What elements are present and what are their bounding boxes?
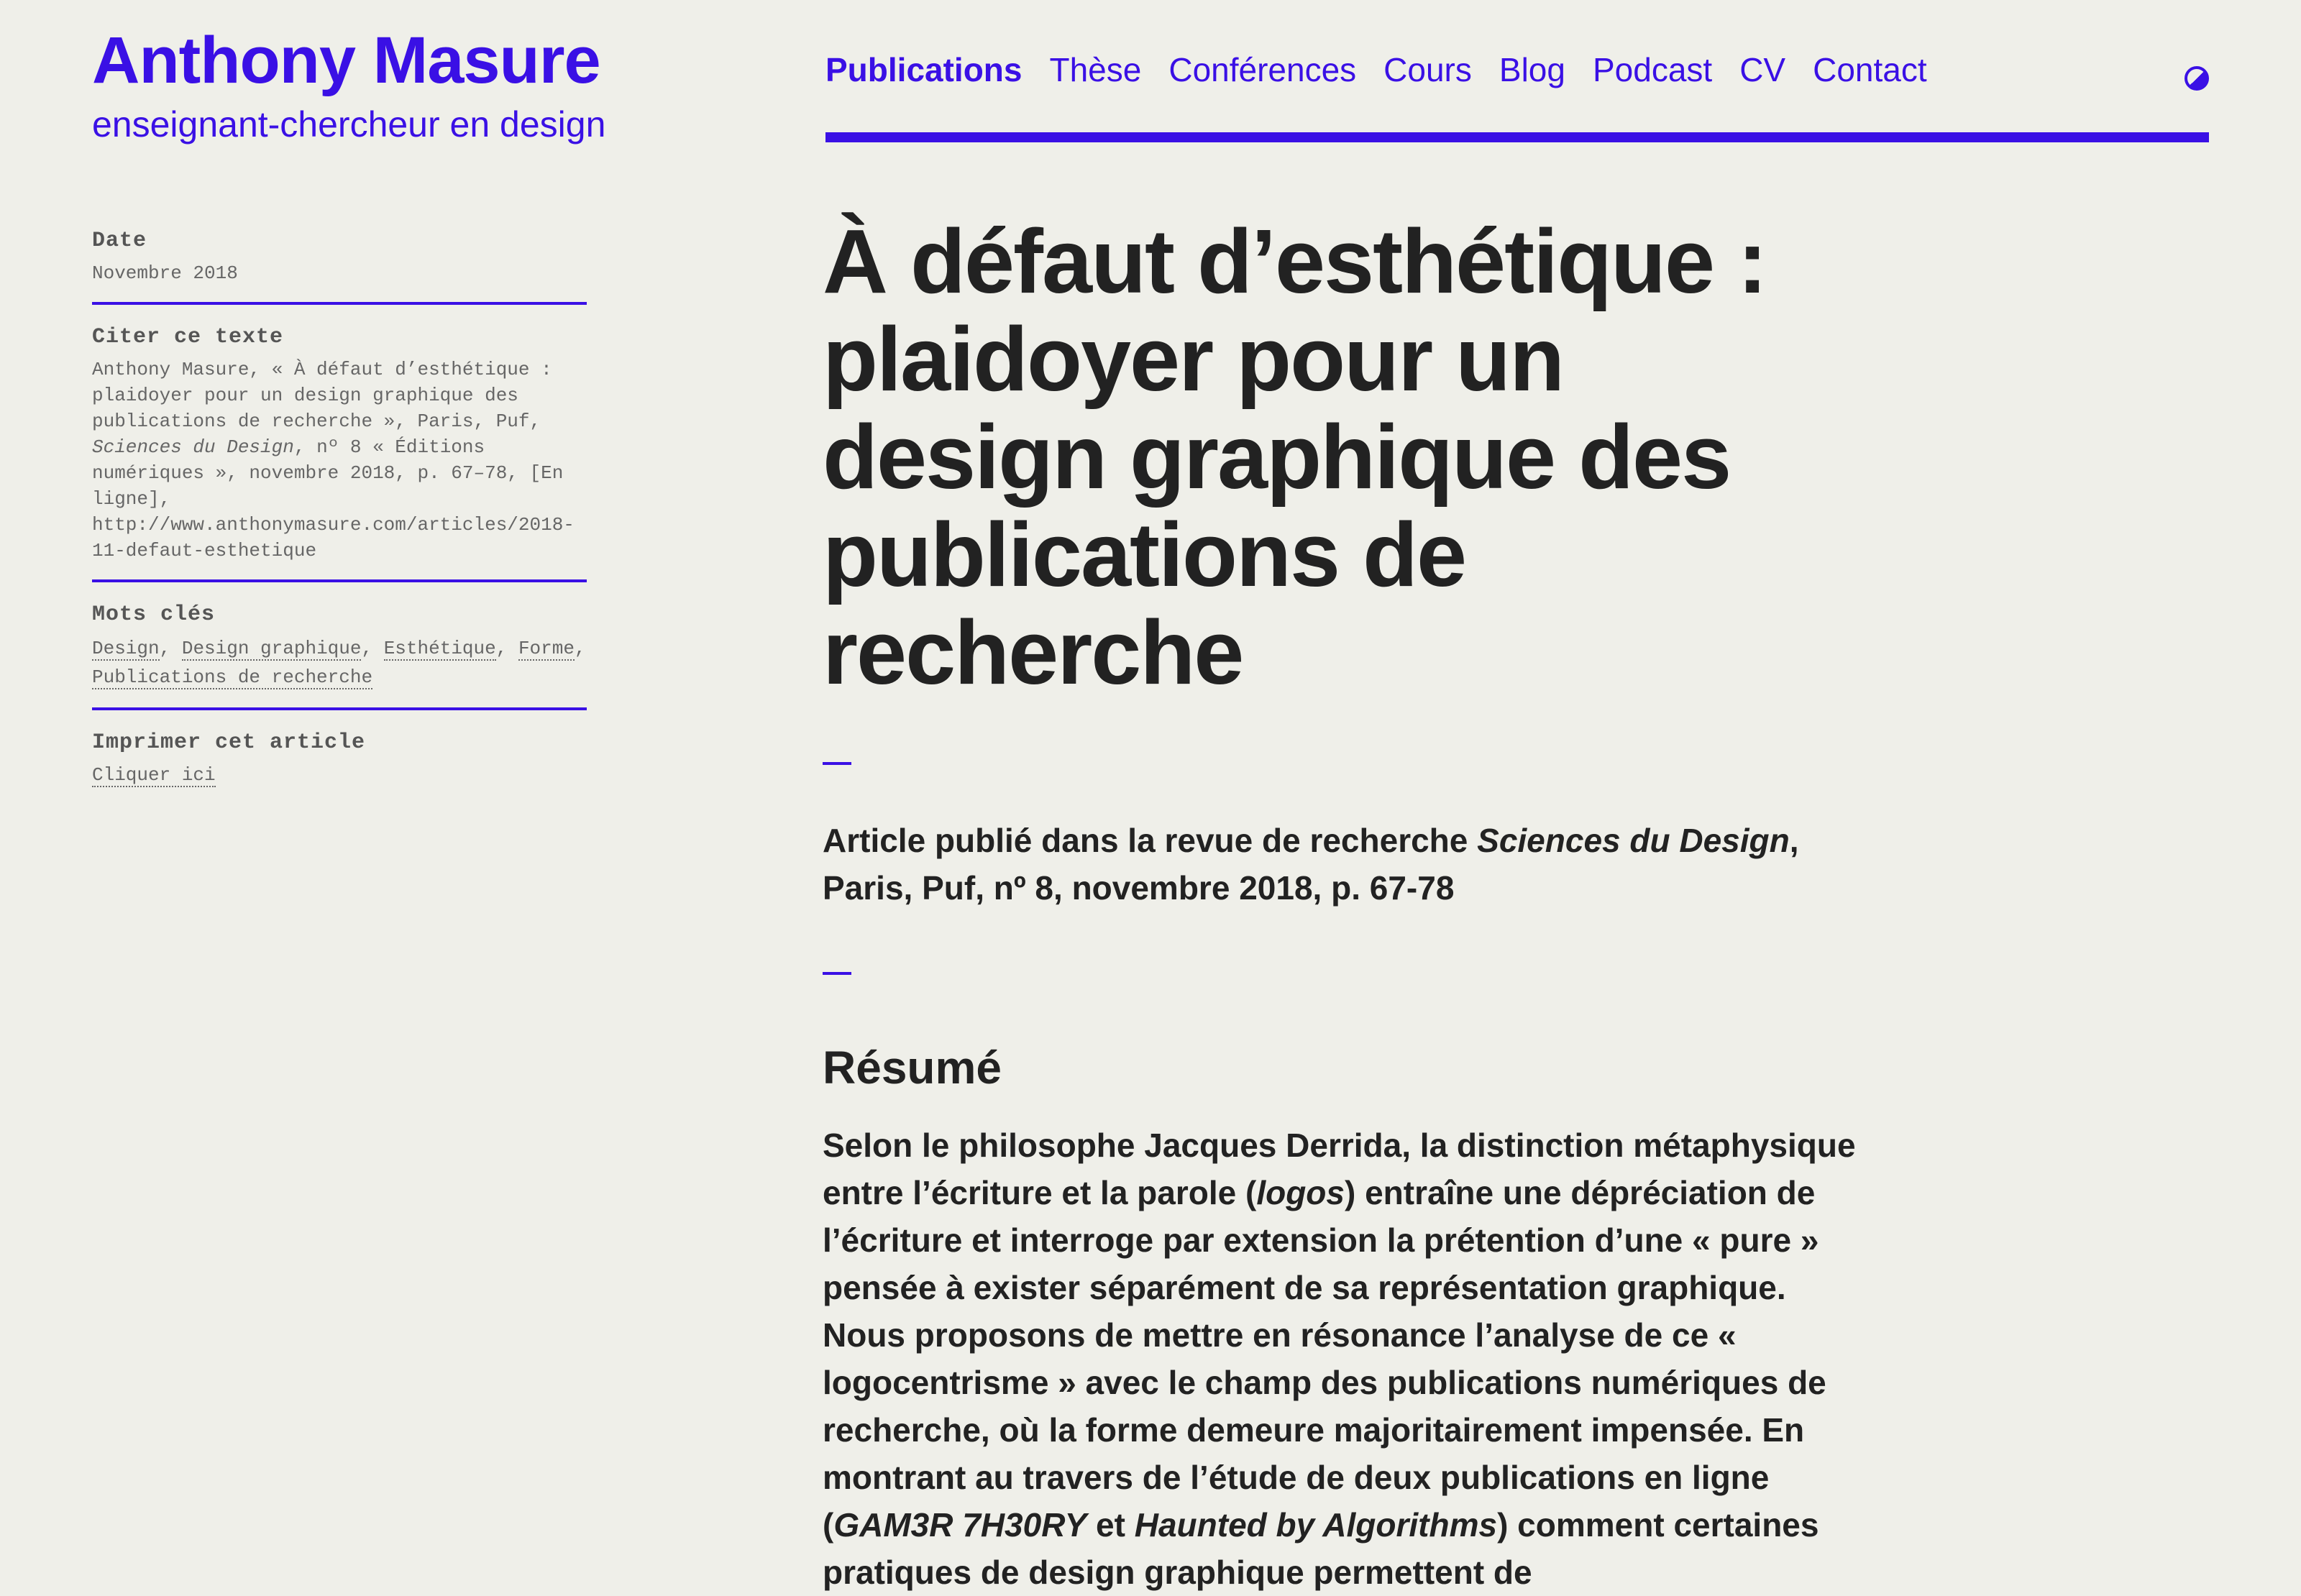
nav-item-podcast[interactable]: Podcast: [1592, 51, 1713, 88]
meta-keywords: [92, 602, 587, 710]
nav-item-these[interactable]: Thèse: [1049, 51, 1142, 88]
abstract-part-1: Selon le philosophe Jacques Derrida, la distinction métaphysique entre l’écriture et la parole (: [823, 1127, 1856, 1211]
article-title: À défaut d’esthétique : plaidoyer pour un design graphique des publications de recherche: [823, 211, 1767, 703]
meta-date-heading: Date: [92, 229, 147, 253]
separator-dash: [823, 762, 851, 765]
nav-item-conferences[interactable]: Conférences: [1168, 51, 1357, 88]
meta-cite: [92, 325, 587, 582]
abstract-publication-2: Haunted by Algorithms: [1134, 1506, 1498, 1544]
abstract-and: et: [1087, 1506, 1135, 1544]
meta-print: [92, 730, 587, 804]
citation-text: [92, 357, 587, 564]
publication-info: [823, 817, 1858, 912]
site-title[interactable]: Anthony Masure: [92, 24, 600, 97]
citation-part-2: , nº 8 « Éditions numériques », novembre 2018, p. 67–78, [En ligne], http://www.anthonymasure.com/articles/2018-11-defaut-esthetique: [92, 436, 575, 561]
print-article-link[interactable]: Cliquer ici: [92, 764, 216, 786]
abstract-heading: Résumé: [823, 1042, 1002, 1093]
abstract-logos: logos: [1256, 1174, 1345, 1211]
keyword-list: Design, Design graphique, Esthétique, Forme, Publications de recherche: [92, 638, 586, 688]
nav-item-publications[interactable]: Publications: [825, 51, 1023, 88]
nav-item-cours[interactable]: Cours: [1383, 51, 1472, 88]
abstract-publication-1: GAM3R 7H30RY: [833, 1506, 1087, 1544]
article-main: [823, 213, 1858, 1596]
publication-suffix: , Paris, Puf, nº 8, novembre 2018, p. 67-78: [823, 822, 1799, 907]
article-meta-sidebar: [92, 229, 587, 824]
separator-dash: [823, 972, 851, 975]
publication-journal: Sciences du Design: [1477, 822, 1790, 859]
abstract-part-3: ) comment certaines pratiques de design graphique permettent de: [823, 1506, 1819, 1591]
meta-date-value: Novembre 2018: [92, 262, 238, 284]
citation-journal: Sciences du Design: [92, 436, 294, 458]
abstract-part-2: ) entraîne une dépréciation de l’écriture et interroge par extension la prétention d’une « pure » pensée à exister séparément de sa représentation graphique. Nous proposons de mettre en résonance l’analyse de ce « logocentrisme » avec le champ des publications numériques de recherche, où la forme demeure majoritairement impensée. En montrant au travers de l’étude de deux publications en ligne (: [823, 1174, 1826, 1544]
meta-print-heading: Imprimer cet article: [92, 730, 366, 755]
meta-cite-heading: Citer ce texte: [92, 325, 284, 349]
keyword-link[interactable]: Design graphique: [181, 638, 362, 659]
main-nav: [825, 50, 2209, 142]
citation-part-1: Anthony Masure, « À défaut d’esthétique : plaidoyer pour un design graphique des publications de recherche », Paris, Puf,: [92, 359, 552, 432]
nav-list: [825, 50, 2209, 89]
contrast-icon[interactable]: [2185, 66, 2209, 91]
keyword-link[interactable]: Publications de recherche: [92, 666, 373, 688]
nav-item-contact[interactable]: Contact: [1813, 51, 1927, 88]
abstract-text: [823, 1122, 1858, 1596]
site-subtitle: enseignant-chercheur en design: [92, 104, 606, 145]
publication-prefix: Article publié dans la revue de recherche: [823, 822, 1478, 859]
nav-item-blog[interactable]: Blog: [1499, 51, 1565, 88]
meta-keywords-heading: Mots clés: [92, 602, 216, 627]
keyword-link[interactable]: Esthétique: [383, 638, 496, 659]
keyword-link[interactable]: Forme: [518, 638, 575, 659]
nav-item-cv[interactable]: CV: [1739, 51, 1786, 88]
keyword-link[interactable]: Design: [92, 638, 160, 659]
meta-date: [92, 229, 587, 305]
